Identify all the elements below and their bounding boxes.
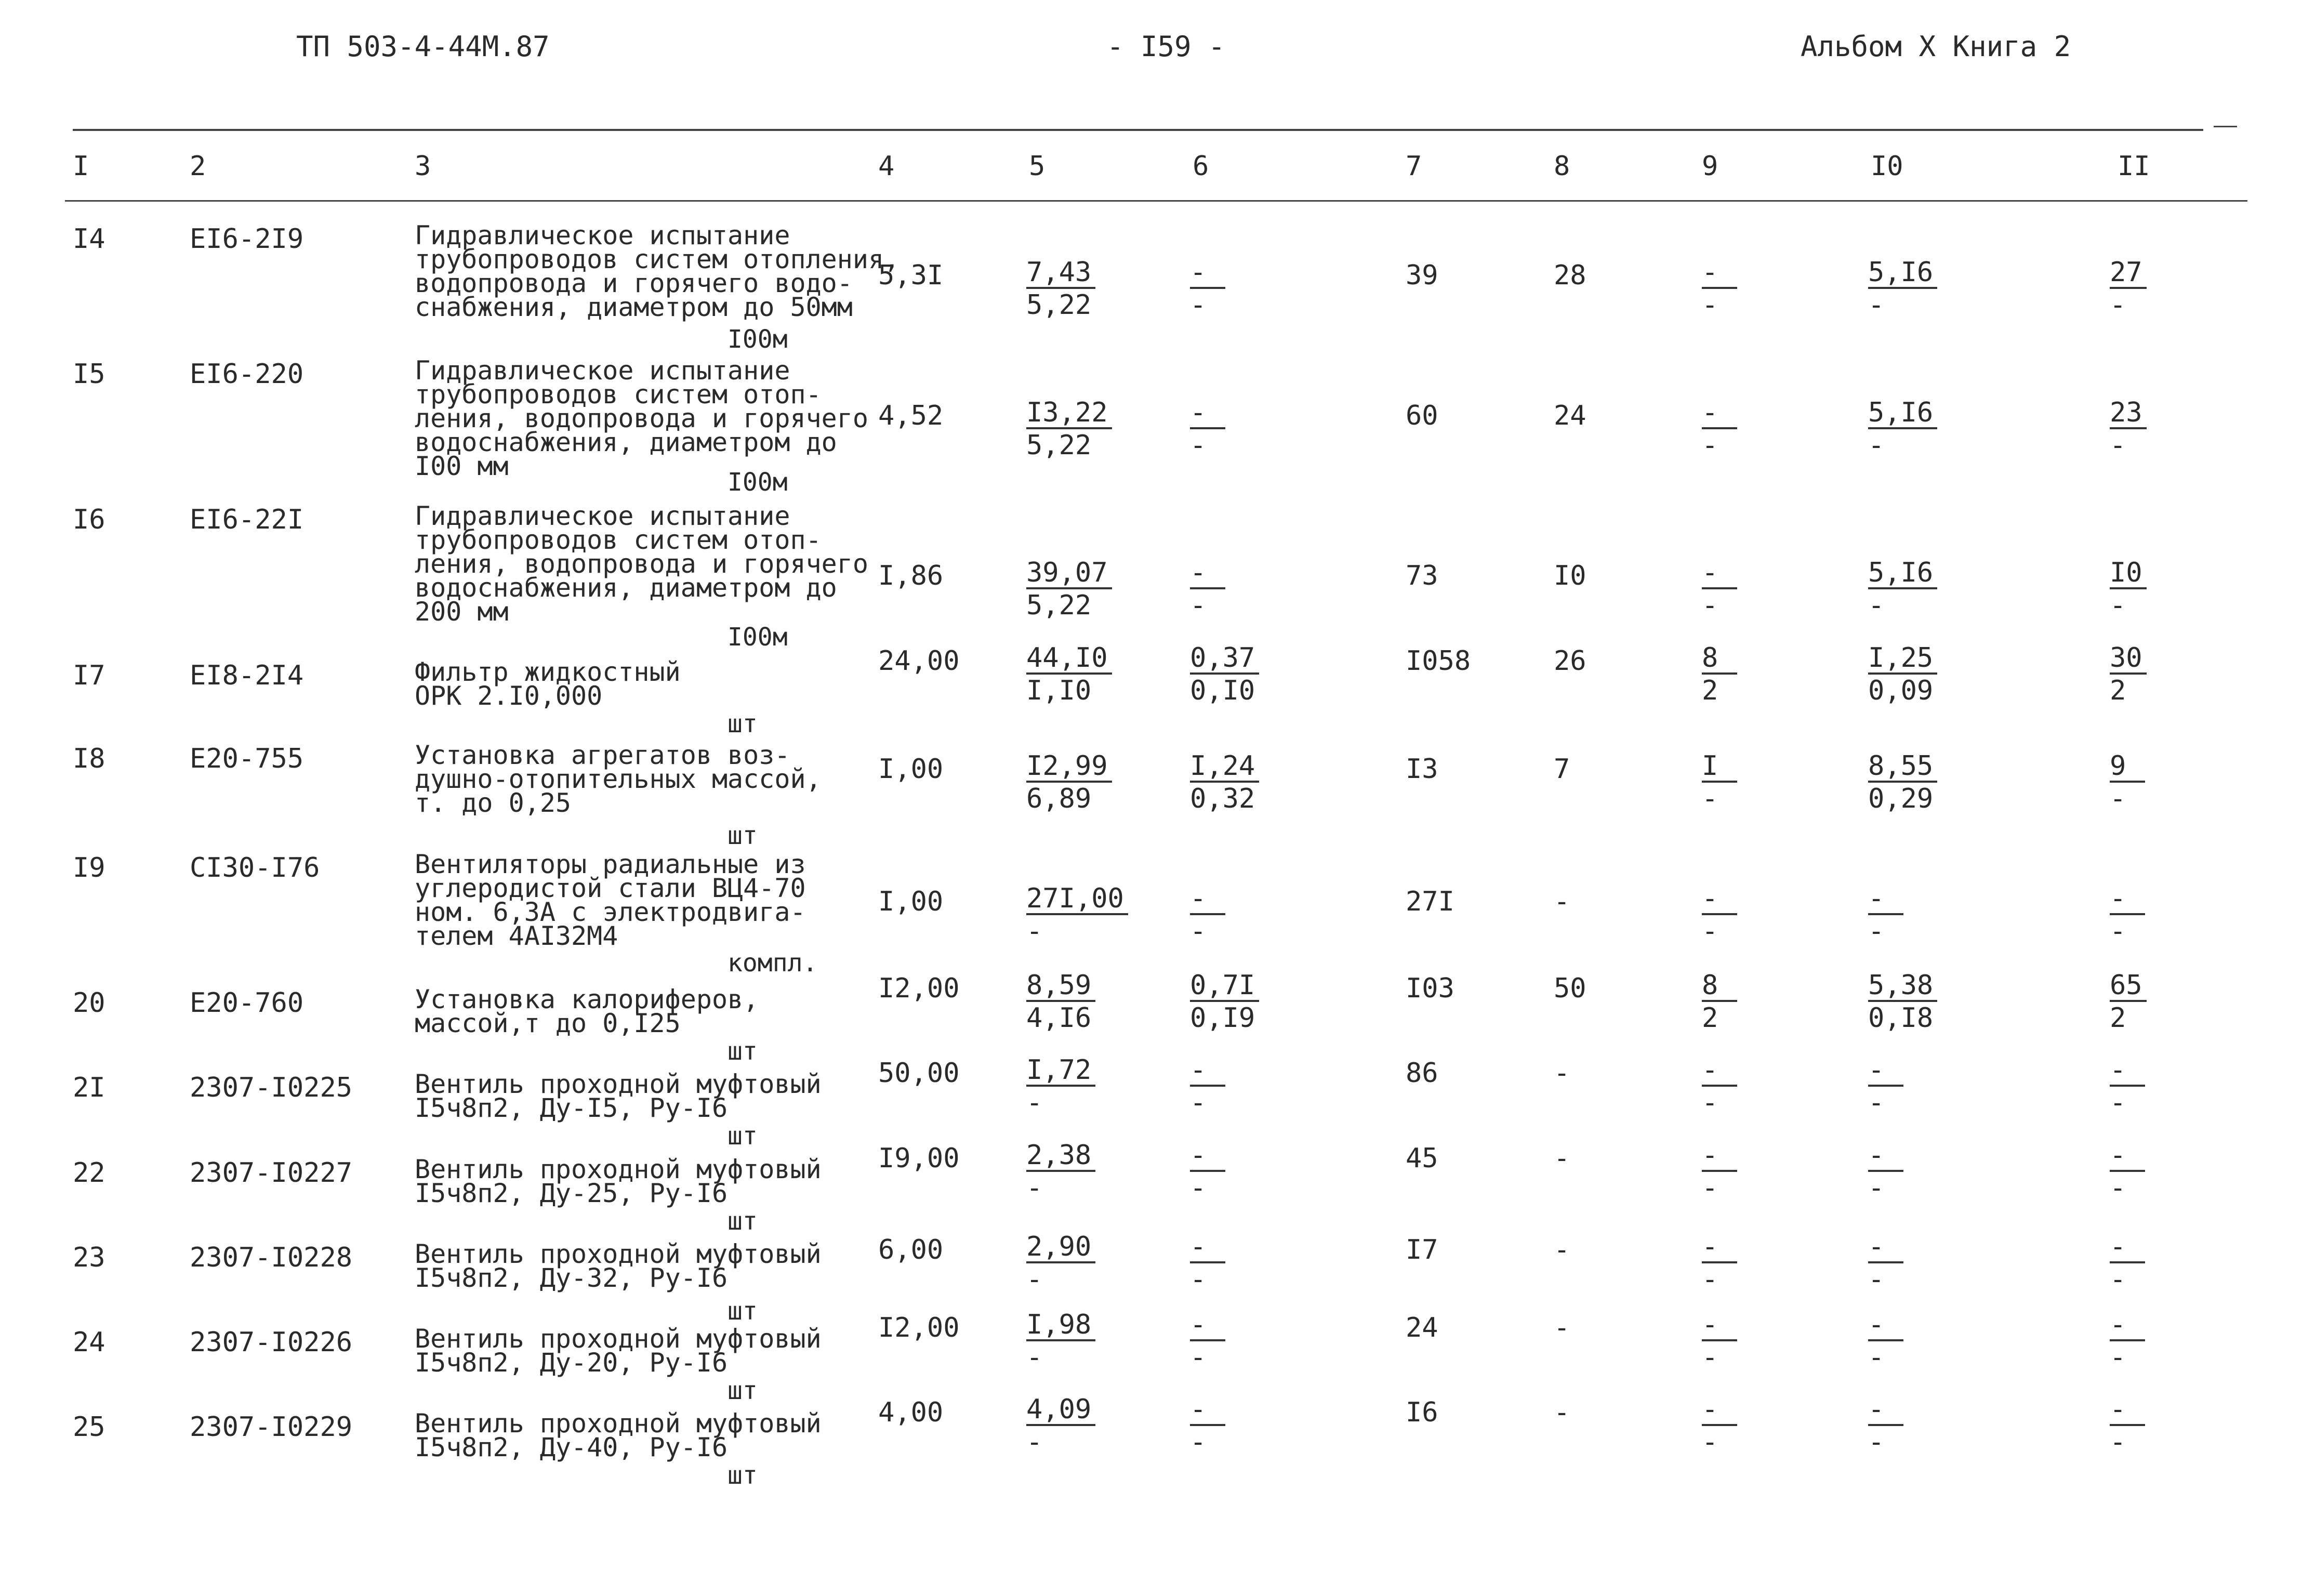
unit-of-measure: шт bbox=[727, 1297, 758, 1326]
work-description: Вентиль проходной муфтовый I5ч8п2, Ду-25, Ру-I6 bbox=[415, 1154, 822, 1208]
cost-col-11 bbox=[2110, 1309, 2145, 1374]
value-col-8: - bbox=[1554, 1312, 1570, 1343]
unit-of-measure: шт bbox=[727, 1122, 758, 1151]
cost-col-9-numerator: - bbox=[1702, 1232, 1737, 1263]
value-col-8: 28 bbox=[1554, 260, 1586, 291]
cost-col-9 bbox=[1702, 1140, 1737, 1204]
quantity: 5,3I bbox=[878, 260, 944, 291]
cost-col-5-numerator: I,72 bbox=[1026, 1056, 1095, 1087]
value-col-7: 60 bbox=[1406, 400, 1438, 431]
cost-col-6-numerator: - bbox=[1190, 1056, 1225, 1087]
value-col-7: I058 bbox=[1406, 645, 1471, 677]
quantity: 4,00 bbox=[878, 1397, 944, 1428]
column-header-4: 4 bbox=[878, 151, 895, 182]
cost-col-9-numerator: - bbox=[1702, 1395, 1737, 1426]
work-description: Гидравлическое испытание трубопроводов систем отоп- ления, водопровода и горячего водоснабжения, диаметром до 200 мм bbox=[415, 501, 868, 627]
cost-col-5-numerator: 2,38 bbox=[1026, 1141, 1095, 1172]
value-col-7: 24 bbox=[1406, 1312, 1438, 1343]
value-col-8: I0 bbox=[1554, 560, 1586, 591]
cost-col-6-denominator: - bbox=[1190, 1172, 1207, 1204]
cost-col-5 bbox=[1026, 750, 1112, 815]
cost-col-11 bbox=[2110, 883, 2145, 947]
rate-code: EI6-2I9 bbox=[190, 223, 304, 255]
cost-col-11-numerator: - bbox=[2110, 1310, 2145, 1341]
cost-col-6-denominator: - bbox=[1190, 430, 1207, 461]
rate-code: EI6-22I bbox=[190, 504, 304, 535]
cost-col-11-numerator: 23 bbox=[2110, 398, 2147, 429]
cost-col-5-numerator: 27I,00 bbox=[1026, 884, 1128, 915]
cost-col-9-denominator: - bbox=[1702, 289, 1718, 321]
cost-col-10 bbox=[1868, 883, 1903, 947]
cost-col-10-denominator: - bbox=[1868, 289, 1885, 321]
cost-col-10 bbox=[1868, 642, 1937, 707]
cost-col-11-denominator: - bbox=[2110, 783, 2126, 814]
cost-col-9 bbox=[1702, 1394, 1737, 1458]
cost-col-11-denominator: - bbox=[2110, 1264, 2126, 1295]
cost-col-6 bbox=[1190, 557, 1225, 622]
rate-code: 2307-I0229 bbox=[190, 1412, 353, 1443]
cost-col-10-denominator: 0,29 bbox=[1868, 783, 1934, 814]
cost-col-10 bbox=[1868, 1309, 1903, 1374]
cost-col-9-numerator: - bbox=[1702, 1310, 1737, 1341]
cost-col-10-denominator: - bbox=[1868, 916, 1885, 947]
cost-col-9 bbox=[1702, 750, 1737, 815]
cost-col-11 bbox=[2110, 642, 2147, 707]
cost-col-11-numerator: - bbox=[2110, 1056, 2145, 1087]
column-header-3: 3 bbox=[415, 151, 431, 182]
cost-col-9-denominator: - bbox=[1702, 783, 1718, 814]
cost-col-5-numerator: 44,I0 bbox=[1026, 643, 1112, 675]
column-header-9: 9 bbox=[1702, 151, 1718, 182]
work-description: Вентиль проходной муфтовый I5ч8п2, Ду-20, Ру-I6 bbox=[415, 1324, 822, 1378]
cost-col-10 bbox=[1868, 970, 1937, 1034]
cost-col-11-denominator: - bbox=[2110, 430, 2126, 461]
cost-col-5 bbox=[1026, 1309, 1095, 1374]
cost-col-11-numerator: 27 bbox=[2110, 258, 2147, 289]
cost-col-6 bbox=[1190, 883, 1225, 947]
cost-col-5 bbox=[1026, 257, 1095, 321]
cost-col-5 bbox=[1026, 1394, 1095, 1458]
value-col-8: 26 bbox=[1554, 645, 1586, 677]
cost-col-11 bbox=[2110, 557, 2147, 622]
cost-col-10-numerator: - bbox=[1868, 884, 1903, 915]
cost-col-9-numerator: I bbox=[1702, 751, 1737, 783]
page-number: - I59 - bbox=[1107, 30, 1225, 63]
work-description: Гидравлическое испытание трубопроводов систем отопления, водопровода и горячего водо- снабжения, диаметром до 50мм bbox=[415, 220, 900, 322]
cost-col-11-numerator: I0 bbox=[2110, 558, 2147, 589]
rate-code: 2307-I0225 bbox=[190, 1072, 353, 1103]
cost-col-11-numerator: - bbox=[2110, 884, 2145, 915]
cost-col-6 bbox=[1190, 970, 1259, 1034]
cost-col-9-denominator: - bbox=[1702, 1342, 1718, 1373]
value-col-7: 86 bbox=[1406, 1058, 1438, 1089]
cost-col-6-numerator: - bbox=[1190, 558, 1225, 589]
cost-col-11 bbox=[2110, 1140, 2145, 1204]
unit-of-measure: шт bbox=[727, 1461, 758, 1490]
work-description: Фильтр жидкостный ОРК 2.I0,000 bbox=[415, 657, 681, 711]
work-description: Вентиляторы радиальные из углеродистой стали ВЦ4-70 ном. 6,3А с электродвига- телем 4АI32М4 bbox=[415, 849, 806, 951]
cost-col-10 bbox=[1868, 1140, 1903, 1204]
cost-col-5-denominator: - bbox=[1026, 916, 1043, 947]
rate-code: EI6-220 bbox=[190, 359, 304, 390]
cost-col-6-numerator: - bbox=[1190, 884, 1225, 915]
cost-col-9 bbox=[1702, 1231, 1737, 1296]
rate-code: E20-755 bbox=[190, 743, 304, 774]
rate-code: 2307-I0227 bbox=[190, 1157, 353, 1189]
cost-col-5-denominator: - bbox=[1026, 1427, 1043, 1458]
value-col-7: I7 bbox=[1406, 1234, 1438, 1265]
unit-of-measure: I00м bbox=[727, 623, 788, 652]
cost-col-5 bbox=[1026, 557, 1112, 622]
cost-col-11-denominator: 2 bbox=[2110, 1003, 2126, 1034]
cost-col-10 bbox=[1868, 397, 1937, 461]
cost-col-10-denominator: - bbox=[1868, 1087, 1885, 1118]
cost-col-5-numerator: I3,22 bbox=[1026, 398, 1112, 429]
cost-col-9-denominator: - bbox=[1702, 1087, 1718, 1118]
cost-col-10-denominator: - bbox=[1868, 1172, 1885, 1204]
cost-col-5-numerator: 39,07 bbox=[1026, 558, 1112, 589]
cost-col-6 bbox=[1190, 1394, 1225, 1458]
cost-col-9 bbox=[1702, 557, 1737, 622]
cost-col-10-numerator: - bbox=[1868, 1395, 1903, 1426]
cost-col-6-denominator: 0,I0 bbox=[1190, 675, 1255, 706]
row-number: I5 bbox=[73, 359, 105, 390]
cost-col-5-denominator: - bbox=[1026, 1264, 1043, 1295]
cost-col-10 bbox=[1868, 1054, 1903, 1119]
value-col-8: - bbox=[1554, 886, 1570, 917]
cost-col-10-numerator: 5,I6 bbox=[1868, 258, 1937, 289]
cost-col-11-numerator: 9 bbox=[2110, 751, 2145, 783]
cost-col-6-numerator: - bbox=[1190, 258, 1225, 289]
cost-col-10-numerator: - bbox=[1868, 1056, 1903, 1087]
row-number: I8 bbox=[73, 743, 105, 774]
cost-col-11-denominator: - bbox=[2110, 1087, 2126, 1118]
value-col-7: I6 bbox=[1406, 1397, 1438, 1428]
cost-col-5-numerator: 7,43 bbox=[1026, 258, 1095, 289]
value-col-8: 7 bbox=[1554, 754, 1570, 785]
cost-col-6-denominator: - bbox=[1190, 916, 1207, 947]
value-col-7: 27I bbox=[1406, 886, 1454, 917]
row-number: I4 bbox=[73, 223, 105, 255]
value-col-7: 45 bbox=[1406, 1143, 1438, 1174]
column-header-2: 2 bbox=[190, 151, 206, 182]
cost-col-11-denominator: - bbox=[2110, 289, 2126, 321]
cost-col-6-denominator: 0,32 bbox=[1190, 783, 1255, 814]
rate-code: 2307-I0228 bbox=[190, 1242, 353, 1273]
cost-col-11-denominator: - bbox=[2110, 916, 2126, 947]
cost-col-11-denominator: 2 bbox=[2110, 675, 2126, 706]
unit-of-measure: шт bbox=[727, 821, 758, 850]
row-number: I9 bbox=[73, 852, 105, 883]
cost-col-6-numerator: - bbox=[1190, 1310, 1225, 1341]
cost-col-11-denominator: - bbox=[2110, 1342, 2126, 1373]
work-description: Установка калориферов, массой,т до 0,I25 bbox=[415, 984, 759, 1038]
cost-col-11-denominator: - bbox=[2110, 1427, 2126, 1458]
cost-col-9 bbox=[1702, 1309, 1737, 1374]
row-number: 22 bbox=[73, 1157, 105, 1189]
cost-col-10-numerator: 5,I6 bbox=[1868, 558, 1937, 589]
quantity: I2,00 bbox=[878, 973, 960, 1004]
row-number: 24 bbox=[73, 1327, 105, 1358]
cost-col-6-denominator: 0,I9 bbox=[1190, 1003, 1255, 1034]
cost-col-10-numerator: - bbox=[1868, 1310, 1903, 1341]
cost-col-6 bbox=[1190, 1231, 1225, 1296]
quantity: I,00 bbox=[878, 886, 944, 917]
cost-col-6 bbox=[1190, 1140, 1225, 1204]
rate-code: E20-760 bbox=[190, 987, 304, 1019]
cost-col-11-numerator: 30 bbox=[2110, 643, 2147, 675]
unit-of-measure: I00м bbox=[727, 325, 788, 354]
cost-col-5 bbox=[1026, 883, 1128, 947]
value-col-8: - bbox=[1554, 1397, 1570, 1428]
cost-col-5-numerator: I,98 bbox=[1026, 1310, 1095, 1341]
cost-col-9-numerator: - bbox=[1702, 258, 1737, 289]
cost-col-10-denominator: - bbox=[1868, 1342, 1885, 1373]
unit-of-measure: шт bbox=[727, 1207, 758, 1236]
top-rule-tail bbox=[2214, 126, 2237, 127]
cost-col-10-denominator: - bbox=[1868, 1427, 1885, 1458]
cost-col-5-numerator: 8,59 bbox=[1026, 971, 1095, 1002]
row-number: 25 bbox=[73, 1412, 105, 1443]
cost-col-9-denominator: - bbox=[1702, 916, 1718, 947]
document-code: ТП 503-4-44М.87 bbox=[296, 30, 550, 63]
cost-col-6-denominator: - bbox=[1190, 1427, 1207, 1458]
cost-col-6 bbox=[1190, 257, 1225, 321]
cost-col-10-denominator: - bbox=[1868, 430, 1885, 461]
cost-col-5 bbox=[1026, 397, 1112, 461]
column-header-6: 6 bbox=[1193, 151, 1209, 182]
cost-col-9 bbox=[1702, 1054, 1737, 1119]
cost-col-5-denominator: 5,22 bbox=[1026, 430, 1092, 461]
quantity: I,00 bbox=[878, 754, 944, 785]
cost-col-6-denominator: - bbox=[1190, 1342, 1207, 1373]
cost-col-9-numerator: - bbox=[1702, 884, 1737, 915]
unit-of-measure: шт bbox=[727, 1037, 758, 1066]
cost-col-6-numerator: - bbox=[1190, 398, 1225, 429]
cost-col-9-numerator: 8 bbox=[1702, 971, 1737, 1002]
unit-of-measure: шт bbox=[727, 709, 758, 738]
cost-col-10-numerator: - bbox=[1868, 1141, 1903, 1172]
cost-col-11 bbox=[2110, 1054, 2145, 1119]
rate-code: 2307-I0226 bbox=[190, 1327, 353, 1358]
cost-col-5-denominator: 4,I6 bbox=[1026, 1003, 1092, 1034]
work-description: Вентиль проходной муфтовый I5ч8п2, Ду-32, Ру-I6 bbox=[415, 1239, 822, 1293]
cost-col-9-numerator: - bbox=[1702, 1141, 1737, 1172]
cost-col-5-numerator: I2,99 bbox=[1026, 751, 1112, 783]
value-col-8: 50 bbox=[1554, 973, 1586, 1004]
row-number: 2I bbox=[73, 1072, 105, 1103]
cost-col-5-denominator: I,I0 bbox=[1026, 675, 1092, 706]
value-col-7: 39 bbox=[1406, 260, 1438, 291]
cost-col-9 bbox=[1702, 257, 1737, 321]
column-header-5: 5 bbox=[1029, 151, 1046, 182]
quantity: 50,00 bbox=[878, 1058, 960, 1089]
cost-col-11 bbox=[2110, 1394, 2145, 1458]
cost-col-6-denominator: - bbox=[1190, 289, 1207, 321]
cost-col-11 bbox=[2110, 257, 2147, 321]
cost-col-10-denominator: 0,09 bbox=[1868, 675, 1934, 706]
value-col-8: - bbox=[1554, 1058, 1570, 1089]
cost-col-11-denominator: - bbox=[2110, 1172, 2126, 1204]
row-number: 20 bbox=[73, 987, 105, 1019]
column-header-7: 7 bbox=[1406, 151, 1422, 182]
header-rule bbox=[65, 200, 2247, 202]
unit-of-measure: шт bbox=[727, 1376, 758, 1405]
cost-col-9-numerator: - bbox=[1702, 558, 1737, 589]
cost-col-11 bbox=[2110, 397, 2147, 461]
quantity: 24,00 bbox=[878, 645, 960, 677]
cost-col-9-numerator: 8 bbox=[1702, 643, 1737, 675]
cost-col-11-numerator: - bbox=[2110, 1141, 2145, 1172]
cost-col-5 bbox=[1026, 1140, 1095, 1204]
cost-col-9-denominator: - bbox=[1702, 1172, 1718, 1204]
unit-of-measure: I00м bbox=[727, 468, 788, 497]
cost-col-5-denominator: - bbox=[1026, 1087, 1043, 1118]
cost-col-10 bbox=[1868, 1231, 1903, 1296]
cost-col-6-numerator: - bbox=[1190, 1141, 1225, 1172]
cost-col-5-denominator: 5,22 bbox=[1026, 289, 1092, 321]
cost-col-10-denominator: - bbox=[1868, 590, 1885, 621]
cost-col-9 bbox=[1702, 397, 1737, 461]
value-col-7: 73 bbox=[1406, 560, 1438, 591]
cost-col-9-numerator: - bbox=[1702, 1056, 1737, 1087]
cost-col-9-denominator: 2 bbox=[1702, 1003, 1718, 1034]
cost-col-11 bbox=[2110, 750, 2145, 815]
cost-col-9-numerator: - bbox=[1702, 398, 1737, 429]
top-rule bbox=[73, 129, 2203, 131]
rate-code: EI8-2I4 bbox=[190, 660, 304, 691]
cost-col-9-denominator: - bbox=[1702, 1264, 1718, 1295]
cost-col-6 bbox=[1190, 642, 1259, 707]
cost-col-6-denominator: - bbox=[1190, 1264, 1207, 1295]
work-description: Установка агрегатов воз- душно-отопительных массой, т. до 0,25 bbox=[415, 740, 822, 818]
work-description: Гидравлическое испытание трубопроводов систем отоп- ления, водопровода и горячего водоснабжения, диаметром до I00 мм bbox=[415, 355, 868, 481]
cost-col-5-denominator: 6,89 bbox=[1026, 783, 1092, 814]
cost-col-5-numerator: 2,90 bbox=[1026, 1232, 1095, 1263]
cost-col-6-numerator: 0,7I bbox=[1190, 971, 1259, 1002]
cost-col-11 bbox=[2110, 1231, 2145, 1296]
work-description: Вентиль проходной муфтовый I5ч8п2, Ду-40, Ру-I6 bbox=[415, 1408, 822, 1462]
cost-col-5-denominator: - bbox=[1026, 1172, 1043, 1204]
cost-col-6 bbox=[1190, 397, 1225, 461]
work-description: Вентиль проходной муфтовый I5ч8п2, Ду-I5, Ру-I6 bbox=[415, 1069, 822, 1123]
column-header-1: I bbox=[73, 151, 89, 182]
value-col-7: I03 bbox=[1406, 973, 1454, 1004]
cost-col-9-denominator: - bbox=[1702, 590, 1718, 621]
cost-col-6-numerator: 0,37 bbox=[1190, 643, 1259, 675]
cost-col-10-denominator: - bbox=[1868, 1264, 1885, 1295]
quantity: I9,00 bbox=[878, 1143, 960, 1174]
value-col-8: - bbox=[1554, 1234, 1570, 1265]
cost-col-9-denominator: - bbox=[1702, 1427, 1718, 1458]
cost-col-6-denominator: - bbox=[1190, 590, 1207, 621]
cost-col-10-numerator: 5,38 bbox=[1868, 971, 1937, 1002]
cost-col-6-numerator: I,24 bbox=[1190, 751, 1259, 783]
quantity: I2,00 bbox=[878, 1312, 960, 1343]
cost-col-10 bbox=[1868, 750, 1937, 815]
cost-col-5-denominator: - bbox=[1026, 1342, 1043, 1373]
value-col-7: I3 bbox=[1406, 754, 1438, 785]
quantity: 6,00 bbox=[878, 1234, 944, 1265]
row-number: I7 bbox=[73, 660, 105, 691]
value-col-8: 24 bbox=[1554, 400, 1586, 431]
cost-col-6 bbox=[1190, 750, 1259, 815]
cost-col-6-numerator: - bbox=[1190, 1395, 1225, 1426]
cost-col-5 bbox=[1026, 1054, 1095, 1119]
cost-col-9-denominator: 2 bbox=[1702, 675, 1718, 706]
column-header-11: II bbox=[2118, 151, 2150, 182]
cost-col-9 bbox=[1702, 642, 1737, 707]
cost-col-11-numerator: 65 bbox=[2110, 971, 2147, 1002]
cost-col-6-numerator: - bbox=[1190, 1232, 1225, 1263]
cost-col-10 bbox=[1868, 257, 1937, 321]
cost-col-10-numerator: 8,55 bbox=[1868, 751, 1937, 783]
cost-col-10 bbox=[1868, 557, 1937, 622]
cost-col-9 bbox=[1702, 970, 1737, 1034]
value-col-8: - bbox=[1554, 1143, 1570, 1174]
cost-col-10 bbox=[1868, 1394, 1903, 1458]
cost-col-5-numerator: 4,09 bbox=[1026, 1395, 1095, 1426]
unit-of-measure: компл. bbox=[727, 948, 818, 978]
quantity: 4,52 bbox=[878, 400, 944, 431]
cost-col-10-denominator: 0,I8 bbox=[1868, 1003, 1934, 1034]
cost-col-9-denominator: - bbox=[1702, 430, 1718, 461]
cost-col-11-numerator: - bbox=[2110, 1395, 2145, 1426]
cost-col-9 bbox=[1702, 883, 1737, 947]
quantity: I,86 bbox=[878, 560, 944, 591]
album-book-label: Альбом X Книга 2 bbox=[1801, 30, 2071, 63]
cost-col-11 bbox=[2110, 970, 2147, 1034]
cost-col-5-denominator: 5,22 bbox=[1026, 590, 1092, 621]
rate-code: CI30-I76 bbox=[190, 852, 320, 883]
cost-col-11-denominator: - bbox=[2110, 590, 2126, 621]
cost-col-10-numerator: 5,I6 bbox=[1868, 398, 1937, 429]
cost-col-6 bbox=[1190, 1309, 1225, 1374]
cost-col-5 bbox=[1026, 1231, 1095, 1296]
cost-col-6-denominator: - bbox=[1190, 1087, 1207, 1118]
cost-col-5 bbox=[1026, 970, 1095, 1034]
row-number: 23 bbox=[73, 1242, 105, 1273]
cost-col-5 bbox=[1026, 642, 1112, 707]
row-number: I6 bbox=[73, 504, 105, 535]
cost-col-11-numerator: - bbox=[2110, 1232, 2145, 1263]
cost-col-10-numerator: - bbox=[1868, 1232, 1903, 1263]
cost-col-10-numerator: I,25 bbox=[1868, 643, 1937, 675]
cost-col-6 bbox=[1190, 1054, 1225, 1119]
column-header-10: I0 bbox=[1871, 151, 1903, 182]
column-header-8: 8 bbox=[1554, 151, 1570, 182]
